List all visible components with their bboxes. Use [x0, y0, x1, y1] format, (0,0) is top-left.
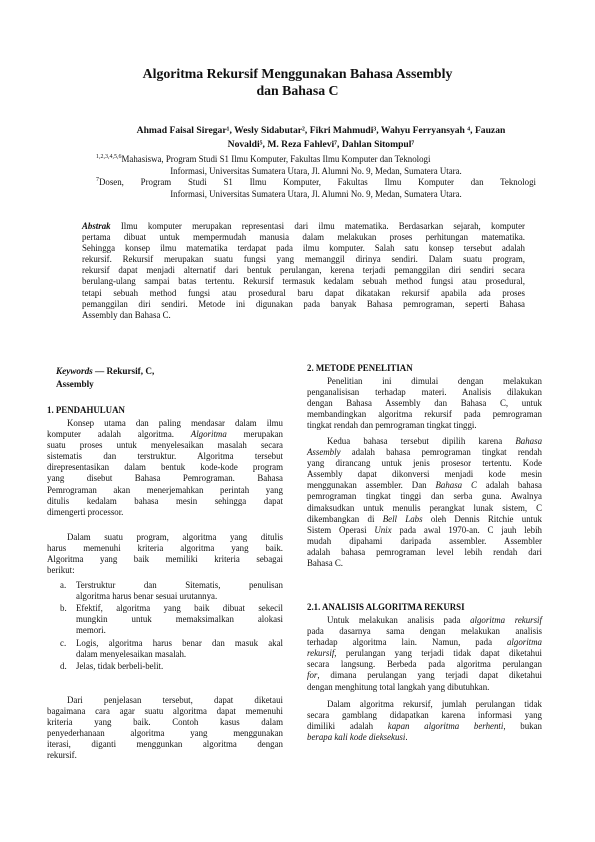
abstract-label: Abstrak	[82, 221, 111, 231]
text-line: sistematis dan terstruktur. Algoritma tersebut	[47, 451, 283, 462]
text-line: penyederhanaan algoritma yang menggunakan	[47, 728, 283, 739]
list-marker: c.	[60, 637, 67, 648]
text-line: secara gamblang didapatkan karena informasi yang	[307, 710, 542, 721]
text-line: tingkat rendah dan pemrograman tingkat tinggi.	[307, 420, 477, 431]
affiliation-superscript: 7	[96, 177, 99, 184]
paragraph-s21-1	[307, 615, 542, 693]
list-item-text	[76, 661, 283, 672]
abstract-line: Sehingga konsep ilmu matematika terdapat pada ilmu komputer. Salah satu konsep tersebut adalah	[82, 243, 525, 254]
affiliation-line-1: Mahasiswa, Program Studi S1 Ilmu Komputer, Fakultas Ilmu Komputer dan Teknologi	[121, 154, 431, 164]
text-line: dimengerti processor.	[47, 506, 124, 517]
text-line: rekursif.	[47, 750, 77, 761]
text-line: Algoritma yang baik memiliki kriteria sebagai	[47, 554, 283, 565]
text-line: iterasi, diganti menggunkan algoritma dengan	[47, 739, 283, 750]
list-marker: d.	[60, 660, 67, 671]
text-line: memori.	[76, 625, 106, 636]
author-list	[95, 124, 547, 152]
text-line: rekursif, perulangan yang terjadi tidak dapat diketahui	[307, 648, 542, 659]
affiliation-line-2: Informasi, Universitas Sumatera Utara, Jl. Alumni No. 9, Medan, Sumatera Utara.	[170, 165, 462, 176]
paragraph-s1-2	[47, 532, 283, 576]
text-line: algoritma harus benar sesuai urutannya.	[76, 591, 218, 602]
text-line: kriteria yang baik. Contoh kasus dalam	[47, 717, 283, 728]
abstract-line: rekursif. Rekursif merupakan suatu fungsi yang memanggil dirinya sendiri. Dalam suatu program,	[82, 254, 525, 265]
paper-title	[100, 65, 495, 99]
text-line: Penelitian ini dimulai dengan melakukan	[327, 376, 542, 386]
text-line: Assembly adalah bahasa pemrograman tingkat rendah	[307, 447, 542, 458]
text-line: Pemrograman akan menerjemahkan perintah yang	[47, 484, 283, 495]
text-line: bagaimana cara agar suatu algoritma dapat memenuhi	[47, 706, 283, 717]
text-line: yang dirancang untuk jenis prosesor tertentu. Kode	[307, 458, 542, 469]
text-line: penganalisisan terhadap materi. Analisis dilakukan	[307, 387, 542, 398]
text-line: pada dasarnya sama dengan melakukan analisis	[307, 626, 542, 637]
text-line: dimaksudkan untuk menulis perangkat lunak sistem, C	[307, 502, 542, 513]
text-line: menggunakan assembler. Dan Bahasa C adalah bahasa	[307, 480, 542, 491]
list-item-text	[76, 638, 283, 660]
text-line: dengan Bahasa Assembly dan Bahasa C, untuk	[307, 398, 542, 409]
text-line: Assembly dapat dikonversi menjadi kode mesin	[307, 469, 542, 480]
text-line: komputer adalah algoritma. Algoritma merupakan	[47, 429, 283, 440]
text-line: Efektif, algoritma yang baik dibuat sekecil	[76, 603, 283, 614]
keywords-line-2: Assembly	[56, 378, 94, 389]
text-line: ditulis kedalam bahasa mesin sehingga dapat	[47, 495, 283, 506]
text-line: harus memenuhi kriteria algoritma yang baik.	[47, 543, 283, 554]
section-heading-metode: 2. METODE PENELITIAN	[307, 363, 413, 373]
abstract-line: pemanggilan diri sendiri. Metode ini digunakan pada banyak Bahasa pemrograman, seperti Bahasa	[82, 298, 525, 309]
section-heading-analisis: 2.1. ANALISIS ALGORITMA REKURSI	[307, 602, 465, 612]
text-line: yang disebut Bahasa Pemrograman. Bahasa	[47, 473, 283, 484]
keywords-label: Keywords	[56, 366, 93, 376]
text-line: dalam menyelesaikan masalah.	[76, 648, 187, 659]
text-line: berikut:	[47, 565, 75, 576]
text-line: dengan menghitung total langkah yang dibutuhkan.	[307, 681, 490, 692]
text-line: berapa kali kode dieksekusi.	[307, 732, 408, 743]
abstract-line: Assembly dan Bahasa C.	[82, 309, 171, 320]
authors-line-1: Ahmad Faisal Siregar¹, Wesly Sidabutar², Fikri Mahmudi³, Wahyu Ferryansyah ⁴, Fauzan	[136, 125, 506, 136]
text-line: Terstruktur dan Sitematis, penulisan	[76, 580, 283, 590]
paragraph-s1-1	[47, 418, 283, 518]
text-line: Jelas, tidak berbeli-belit.	[76, 660, 164, 671]
text-line: adalah bahasa pemrograman level lebih rendah dari	[307, 546, 542, 557]
list-marker: b.	[60, 603, 67, 614]
text-line: Dalam suatu program, algoritma yang ditulis	[67, 532, 283, 542]
text-line: Bahasa C.	[307, 558, 343, 569]
text-line: suatu proses untuk menyelesaikan masalah secara	[47, 440, 283, 451]
text-line: Konsep utama dan paling mendasar dalam ilmu	[67, 418, 283, 428]
text-line: dikembangkan di Bell Labs oleh Dennis Ritchie untuk	[307, 513, 542, 524]
affiliation-line-1: Dosen, Program Studi S1 Ilmu Komputer, Fakultas Ilmu Komputer dan Teknologi	[99, 177, 536, 187]
text-line: terhadap algoritma lain. Namun, pada algoritma	[307, 637, 542, 648]
text-line: pemrograman tingkat tinggi dan serba guna. Awalnya	[307, 491, 542, 502]
abstract-line: pertama dibuat untuk mempermudah manusia dalam melakukan proses perhitungan matematika.	[82, 232, 525, 243]
text-line: secara langsung. Berbeda pada algoritma perulangan	[307, 659, 542, 670]
list-marker: a.	[60, 580, 67, 590]
abstract-line: berulang-ulang sampai batas tertentu. Rekursif termasuk kedalam sebuah method fungsi atau prosedural,	[82, 276, 525, 287]
section-heading-pendahuluan: 1. PENDAHULUAN	[47, 405, 125, 415]
text-line: membandingkan algoritma rekursif pada pemrograman	[307, 409, 542, 420]
paragraph-s2-2	[307, 436, 542, 569]
paragraph-s1-3	[47, 695, 283, 762]
text-line: mudah dipahami daripada assembler. Assembler	[307, 535, 542, 546]
affiliation-line-2: Informasi, Universitas Sumatera Utara, Jl. Alumni No. 9, Medan, Sumatera Utara.	[170, 188, 462, 199]
text-line: Logis, algoritma harus benar dan masuk akal	[76, 637, 283, 648]
keywords	[56, 365, 246, 390]
abstract-line: Ilmu komputer merupakan representasi dari ilmu matematika. Berdasarkan sejarah, komputer	[110, 221, 525, 231]
paragraph-s2-1	[307, 376, 542, 431]
abstract-first-line	[82, 221, 525, 232]
affiliation-superscript: 1,2,3,4,5,6	[96, 154, 122, 161]
keywords-line-1: — Rekursif, C,	[92, 366, 155, 376]
list-item-text	[76, 603, 283, 636]
authors-line-2: Novaldi⁵, M. Reza Fahlevi⁷, Dahlan Sitompul⁷	[227, 139, 415, 150]
text-line: Kedua bahasa tersebut dipilih karena Bahasa	[327, 436, 542, 446]
abstract	[82, 221, 525, 321]
text-line: Sistem Operasi Unix pada awal 1970-an. C jauh lebih	[307, 524, 542, 535]
title-line-2: dan Bahasa C	[256, 83, 339, 98]
abstract-line: tetapi sebuah method fungsi atau prosedural baru dapat dikatakan rekursif apabila ada proses	[82, 287, 525, 298]
list-item-text	[76, 580, 283, 602]
affiliation-students	[96, 154, 536, 177]
text-line: for, dimana perulangan yang terjadi dapat diketahui	[307, 670, 542, 681]
paragraph-s21-2	[307, 699, 542, 743]
affiliation-lecturer	[96, 177, 536, 200]
text-line: direpresentasikan dalam bentuk kode-kode program	[47, 462, 283, 473]
text-line: Dari penjelasan tersebut, dapat diketaui	[67, 695, 283, 705]
title-line-1: Algoritma Rekursif Menggunakan Bahasa Assembly	[142, 66, 453, 81]
text-line: Untuk melakukan analisis pada algoritma rekursif	[327, 615, 542, 625]
text-line: dimiliki adalah kapan algoritma berhenti, bukan	[307, 721, 542, 732]
text-line: mungkin untuk memaksimalkan alokasi	[76, 614, 283, 625]
abstract-line: rekursif dapat menjadi alternatif dari bentuk perulangan, kerena terjadi pemanggilan diri sendiri secara	[82, 265, 525, 276]
text-line: Dalam algoritma rekursif, jumlah perulangan tidak	[327, 699, 542, 709]
